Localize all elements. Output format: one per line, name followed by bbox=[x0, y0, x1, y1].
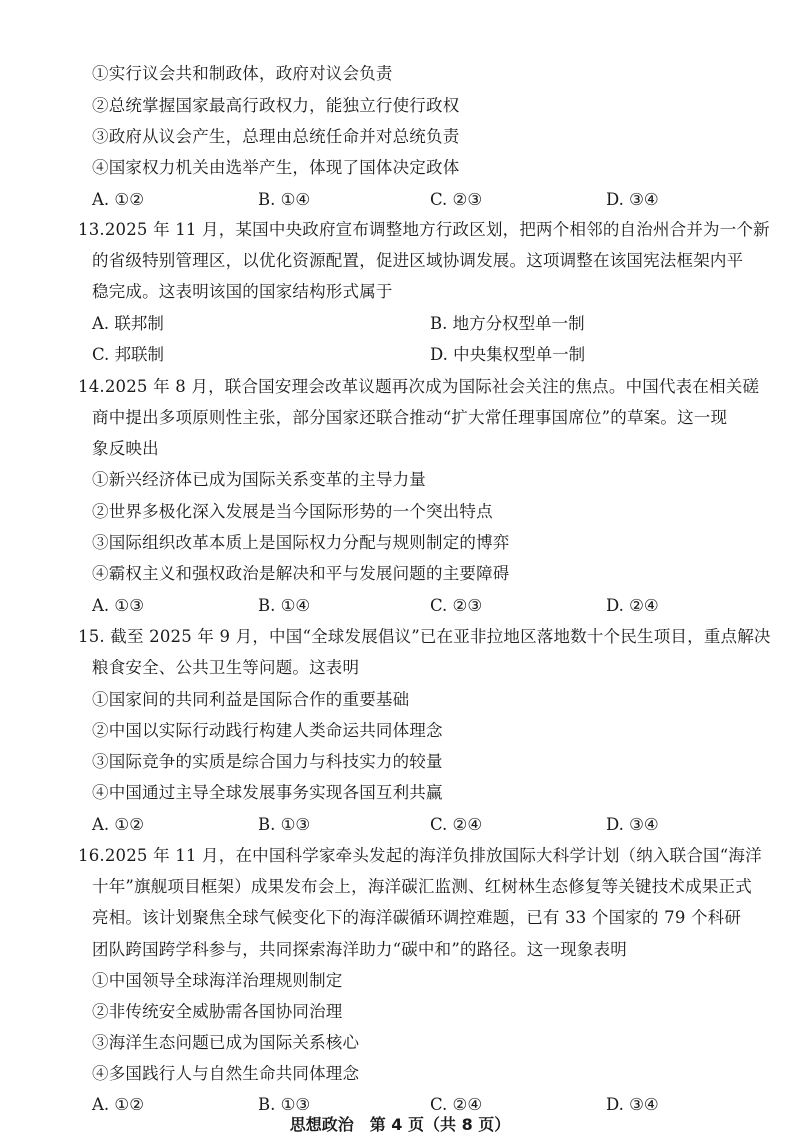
statement: ②总统掌握国家最高行政权力，能独立行使行政权 bbox=[92, 96, 460, 115]
statement: ②非传统安全威胁需各国协同治理 bbox=[92, 1002, 343, 1021]
option-d: D. ②④ bbox=[606, 596, 659, 615]
option-b: B. ①④ bbox=[258, 596, 311, 615]
option-b: B. 地方分权型单一制 bbox=[430, 314, 585, 333]
statement: ④国家权力机关由选举产生，体现了国体决定政体 bbox=[92, 158, 460, 177]
statement: ②中国以实际行动践行构建人类命运共同体理念 bbox=[92, 721, 443, 740]
statement: ③国际竞争的实质是综合国力与科技实力的较量 bbox=[92, 752, 443, 771]
statement: ④霸权主义和强权政治是解决和平与发展问题的主要障碍 bbox=[92, 564, 510, 583]
option-b: B. ①③ bbox=[258, 1095, 311, 1114]
statement: ①中国领导全球海洋治理规则制定 bbox=[92, 971, 343, 990]
option-b: B. ①③ bbox=[258, 815, 311, 834]
statement: ④中国通过主导全球发展事务实现各国互利共赢 bbox=[92, 783, 443, 802]
option-b: B. ①④ bbox=[258, 190, 311, 209]
statement: ③政府从议会产生，总理由总统任命并对总统负责 bbox=[92, 127, 460, 146]
question-stem: 稳完成。这表明该国的国家结构形式属于 bbox=[92, 282, 393, 301]
question-stem: 粮食安全、公共卫生等问题。这表明 bbox=[92, 658, 360, 677]
option-d: D. 中央集权型单一制 bbox=[430, 345, 586, 364]
question-stem: 商中提出多项原则性主张，部分国家还联合推动“扩大常任理事国席位”的草案。这一现 bbox=[92, 408, 728, 427]
question-stem: 团队跨国跨学科参与，共同探索海洋助力“碳中和”的路径。这一现象表明 bbox=[92, 940, 627, 959]
option-c: C. ②④ bbox=[430, 1095, 483, 1114]
option-d: D. ③④ bbox=[606, 815, 659, 834]
question-stem: 的省级特别管理区，以优化资源配置，促进区域协调发展。这项调整在该国宪法框架内平 bbox=[92, 251, 744, 270]
page-footer: 思想政治 第 4 页（共 8 页） bbox=[289, 1115, 511, 1134]
question-stem: 亮相。该计划聚焦全球气候变化下的海洋碳循环调控难题，已有 33 个国家的 79 个科研 bbox=[92, 908, 742, 927]
option-a: A. ①② bbox=[92, 190, 144, 209]
statement: ①国家间的共同利益是国际合作的重要基础 bbox=[92, 690, 410, 709]
question-stem: 14.2025 年 8 月，联合国安理会改革议题再次成为国际社会关注的焦点。中国代表在相关磋 bbox=[78, 377, 760, 396]
question-stem: 十年”旗舰项目框架）成果发布会上，海洋碳汇监测、红树林生态修复等关键技术成果正式 bbox=[92, 877, 752, 896]
option-c: C. ②③ bbox=[430, 190, 483, 209]
question-stem: 16.2025 年 11 月，在中国科学家牵头发起的海洋负排放国际大科学计划（纳入联合国“海洋 bbox=[78, 846, 762, 865]
question-stem: 15. 截至 2025 年 9 月，中国“全球发展倡议”已在亚非拉地区落地数十个民生项目，重点解决 bbox=[78, 627, 771, 646]
option-a: A. ①② bbox=[92, 1095, 144, 1114]
statement: ③国际组织改革本质上是国际权力分配与规则制定的博弈 bbox=[92, 533, 510, 552]
option-a: A. 联邦制 bbox=[92, 314, 164, 333]
statement: ③海洋生态问题已成为国际关系核心 bbox=[92, 1033, 360, 1052]
statement: ②世界多极化深入发展是当今国际形势的一个突出特点 bbox=[92, 502, 493, 521]
option-c: C. 邦联制 bbox=[92, 345, 165, 364]
option-a: A. ①② bbox=[92, 815, 144, 834]
option-c: C. ②③ bbox=[430, 596, 483, 615]
option-d: D. ③④ bbox=[606, 1095, 659, 1114]
question-stem: 象反映出 bbox=[92, 439, 159, 458]
question-stem: 13.2025 年 11 月，某国中央政府宣布调整地方行政区划，把两个相邻的自治州合并为一个新 bbox=[78, 220, 770, 239]
option-c: C. ②④ bbox=[430, 815, 483, 834]
option-d: D. ③④ bbox=[606, 190, 659, 209]
statement: ①新兴经济体已成为国际关系变革的主导力量 bbox=[92, 470, 426, 489]
statement: ④多国践行人与自然生命共同体理念 bbox=[92, 1064, 360, 1083]
statement: ①实行议会共和制政体，政府对议会负责 bbox=[92, 64, 393, 83]
option-a: A. ①③ bbox=[92, 596, 144, 615]
